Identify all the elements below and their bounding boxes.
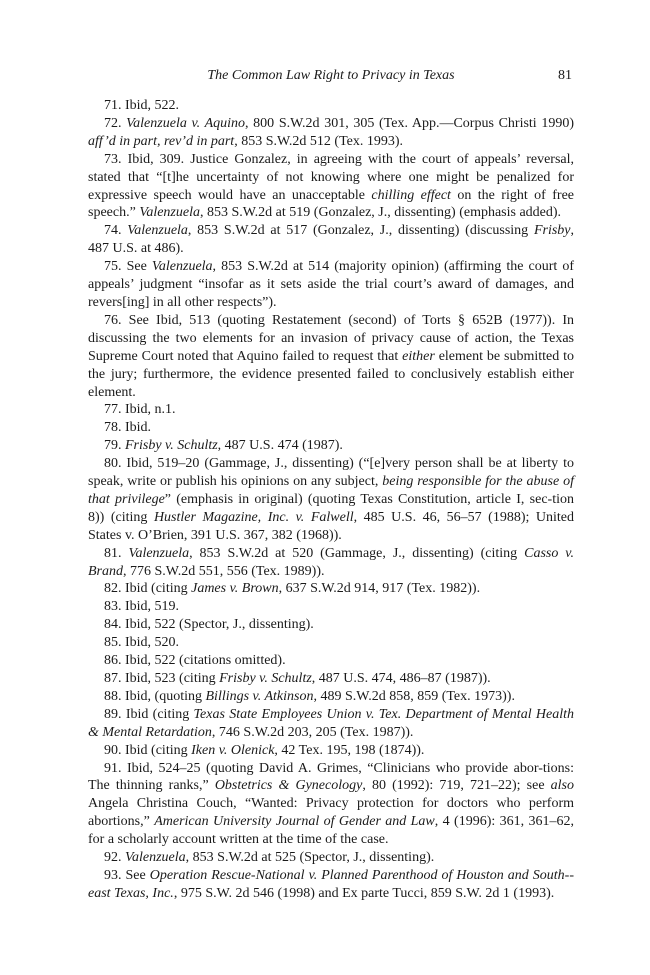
endnote-italic-text: Valenzuela v. Aquino xyxy=(126,115,246,131)
endnote xyxy=(88,437,574,455)
endnote-italic-text: either xyxy=(402,348,435,364)
endnote-text: , 975 S.W. 2d 546 (1998) and Ex parte Tucci, 859 S.W. 2d 1 (1993). xyxy=(173,885,555,901)
endnote-number: 72. xyxy=(104,115,122,131)
endnote xyxy=(88,312,574,402)
endnote-number: 91. xyxy=(104,760,122,776)
endnote-text: Ibid, 309. Justice Gonzalez, in agreeing with the court of appeals’ reversal, stated that “[t]he uncertainty of not knowing where one might be penalized for expressive speech would have an unacceptable xyxy=(88,151,575,203)
endnote-text: , 853 S.W.2d at 520 (Gammage, J., dissenting) (citing xyxy=(189,545,525,561)
endnote-text: Ibid, 524–25 (quoting David A. Grimes, “Clinicians who provide abor-tions: The thinning ranks,” xyxy=(88,760,574,794)
endnote-text: , 853 S.W.2d at 519 (Gonzalez, J., dissenting) (emphasis added). xyxy=(199,205,562,221)
endnote-number: 83. xyxy=(104,599,122,615)
endnote-text: Ibid, 522. xyxy=(125,98,180,113)
endnote xyxy=(88,97,574,115)
endnote-text: element be submitted to the jury; furthermore, the evidence presented failed to conclusively establish either element. xyxy=(88,348,574,400)
endnote-italic-text: Frisby v. Schultz xyxy=(219,671,312,686)
endnote xyxy=(88,258,574,312)
endnote-number: 71. xyxy=(104,98,122,113)
endnote-italic-text: also xyxy=(550,778,574,794)
endnote-italic-text: Casso v. Brand xyxy=(88,545,574,579)
endnote-text: Ibid. xyxy=(125,420,152,436)
endnote xyxy=(88,652,574,670)
endnote-text: , 487 U.S. 474, 486–87 (1987)). xyxy=(311,671,491,686)
endnote-text: , 800 S.W.2d 301, 305 (Tex. App.—Corpus Christi 1990) xyxy=(245,115,575,131)
endnote-italic-text: Hustler Magazine, Inc. v. Falwell xyxy=(153,509,354,525)
endnote xyxy=(88,401,574,419)
endnote-text: Ibid, 519–20 (Gammage, J., dissenting) (“[e]very person shall be at liberty to speak, write or publish his opinions on any subject, xyxy=(88,456,574,490)
endnote-text: , 4 (1996): 361, 361–62, for a scholarly account written at the time of the case. xyxy=(88,814,575,848)
endnote-number: 88. xyxy=(104,688,122,704)
endnote-number: 87. xyxy=(104,671,122,686)
endnote-text: Ibid (citing xyxy=(125,742,192,758)
endnote-text: , 746 S.W.2d 203, 205 (Tex. 1987)). xyxy=(211,724,414,740)
endnote-text: Ibid, 520. xyxy=(125,635,180,651)
endnote-italic-text: Valenzuela xyxy=(128,545,190,561)
endnote-text: , 487 U.S. 474 (1987). xyxy=(217,438,343,454)
endnote-number: 76. xyxy=(104,312,122,328)
endnote xyxy=(88,455,574,545)
endnote-italic-text: Valenzuela xyxy=(127,223,188,239)
endnote xyxy=(88,742,574,760)
endnote-italic-text: James v. Brown xyxy=(191,581,279,597)
endnote-text: Ibid (citing xyxy=(125,581,192,597)
page-number: 81 xyxy=(558,68,572,83)
endnote xyxy=(88,670,574,688)
endnote-text: See xyxy=(126,259,152,275)
endnote-number: 90. xyxy=(104,742,122,758)
endnotes-list xyxy=(88,97,574,903)
endnote-italic-text: chilling effect xyxy=(371,187,451,203)
endnote-text: , 853 S.W.2d at 525 (Spector, J., dissenting). xyxy=(185,850,435,866)
endnote-italic-text: Valenzuela xyxy=(151,259,213,275)
endnote xyxy=(88,760,574,850)
endnote xyxy=(88,616,574,634)
endnote-text: , 853 S.W.2d at 514 (majority opinion) (affirming the court of appeals’ judgment “insofar as it sets aside the trial court’s award of damages, and revers[ing] in all other respects”). xyxy=(88,259,575,310)
endnote xyxy=(88,867,574,903)
endnote-italic-text: Billings v. Atkinson xyxy=(205,688,314,704)
endnote xyxy=(88,580,574,598)
endnote-italic-text: Iken v. Olenick xyxy=(191,742,275,758)
endnote-text: Angela Christina Couch, “Wanted: Privacy protection for doctors who perform abortions,” xyxy=(88,796,574,830)
endnote-text: , 853 S.W.2d 512 (Tex. 1993). xyxy=(234,133,404,149)
endnote-number: 74. xyxy=(104,223,122,239)
endnote-number: 77. xyxy=(104,402,122,418)
endnote-number: 93. xyxy=(104,867,122,883)
endnote-italic-text: Valenzuela xyxy=(139,205,200,221)
endnote-text: Ibid, 523 (citing xyxy=(125,671,220,686)
endnote xyxy=(88,545,574,581)
endnote-number: 82. xyxy=(104,581,122,597)
endnote-italic-text: Texas State Employees Union v. Tex. Department of Mental Health & Mental Retardation xyxy=(88,706,574,740)
endnote-text: , 487 U.S. at 486). xyxy=(88,223,575,257)
endnote-text: See Ibid, 513 (quoting Restatement (second) of Torts § 652B (1977)). In discussing the two elements for an invasion of privacy cause of action, the Texas Supreme Court noted that Aquino failed to request that xyxy=(88,312,575,364)
endnote-text: , 637 S.W.2d 914, 917 (Tex. 1982)). xyxy=(278,581,481,597)
endnote-number: 84. xyxy=(104,617,122,633)
endnote-number: 89. xyxy=(104,706,122,722)
endnote-italic-text: aff’d in part, rev’d in part xyxy=(88,133,235,149)
endnote-number: 73. xyxy=(104,151,122,167)
running-title: The Common Law Right to Privacy in Texas xyxy=(207,68,455,83)
endnote-text: , 489 S.W.2d 858, 859 (Tex. 1973)). xyxy=(313,688,515,704)
endnote-number: 85. xyxy=(104,635,122,651)
endnote xyxy=(88,688,574,706)
endnote-text: , 776 S.W.2d 551, 556 (Tex. 1989)). xyxy=(123,563,325,579)
endnote-italic-text: Frisby v. Schultz xyxy=(125,438,218,454)
endnote-number: 79. xyxy=(104,438,122,454)
endnote-number: 92. xyxy=(104,850,122,866)
endnote xyxy=(88,706,574,742)
endnote-number: 81. xyxy=(104,545,122,561)
endnote xyxy=(88,222,574,258)
endnote-text: Ibid, 522 (Spector, J., dissenting). xyxy=(125,617,314,633)
endnote-italic-text: being responsible for the abuse of that privilege xyxy=(88,474,574,507)
endnote-text: , 80 (1992): 719, 721–22); see xyxy=(362,778,551,794)
endnote-text: Ibid, 522 (citations omitted). xyxy=(125,653,286,669)
endnote-text: Ibid, 519. xyxy=(125,599,180,615)
endnote-text: , 42 Tex. 195, 198 (1874)). xyxy=(274,742,425,758)
running-head xyxy=(88,66,574,86)
endnote xyxy=(88,849,574,867)
endnote xyxy=(88,115,574,151)
endnote-text: ” (emphasis in original) (quoting Texas Constitution, article I, sec-tion 8)) (citing xyxy=(88,491,574,525)
endnote xyxy=(88,634,574,652)
endnote-italic-text: American University Journal of Gender and Law xyxy=(154,814,435,830)
endnote-text: , 853 S.W.2d at 517 (Gonzalez, J., dissenting) (discussing xyxy=(187,223,534,239)
endnote-italic-text: Valenzuela xyxy=(125,850,186,866)
endnote-text: , 485 U.S. 46, 56–57 (1988); United States v. O’Brien, 391 U.S. 367, 382 (1968)). xyxy=(88,509,575,543)
endnote xyxy=(88,151,574,223)
endnote-text: See xyxy=(125,867,150,883)
endnote-italic-text: Obstetrics & Gynecology xyxy=(214,778,363,794)
endnote-text: Ibid (citing xyxy=(125,706,194,722)
endnote xyxy=(88,598,574,616)
endnote-italic-text: Frisby xyxy=(533,223,571,239)
endnote-text: on the right of free speech.” xyxy=(88,187,574,221)
endnote-text: Ibid, n.1. xyxy=(125,402,176,418)
endnote-text: Ibid, (quoting xyxy=(125,688,206,704)
endnote-italic-text: Operation Rescue-National v. Planned Parenthood of Houston and South-east Texas, Inc. xyxy=(88,867,575,901)
endnote-number: 80. xyxy=(104,456,122,472)
endnote-number: 86. xyxy=(104,653,122,669)
endnote xyxy=(88,419,574,437)
endnote-number: 78. xyxy=(104,420,122,436)
endnote-number: 75. xyxy=(104,259,122,275)
